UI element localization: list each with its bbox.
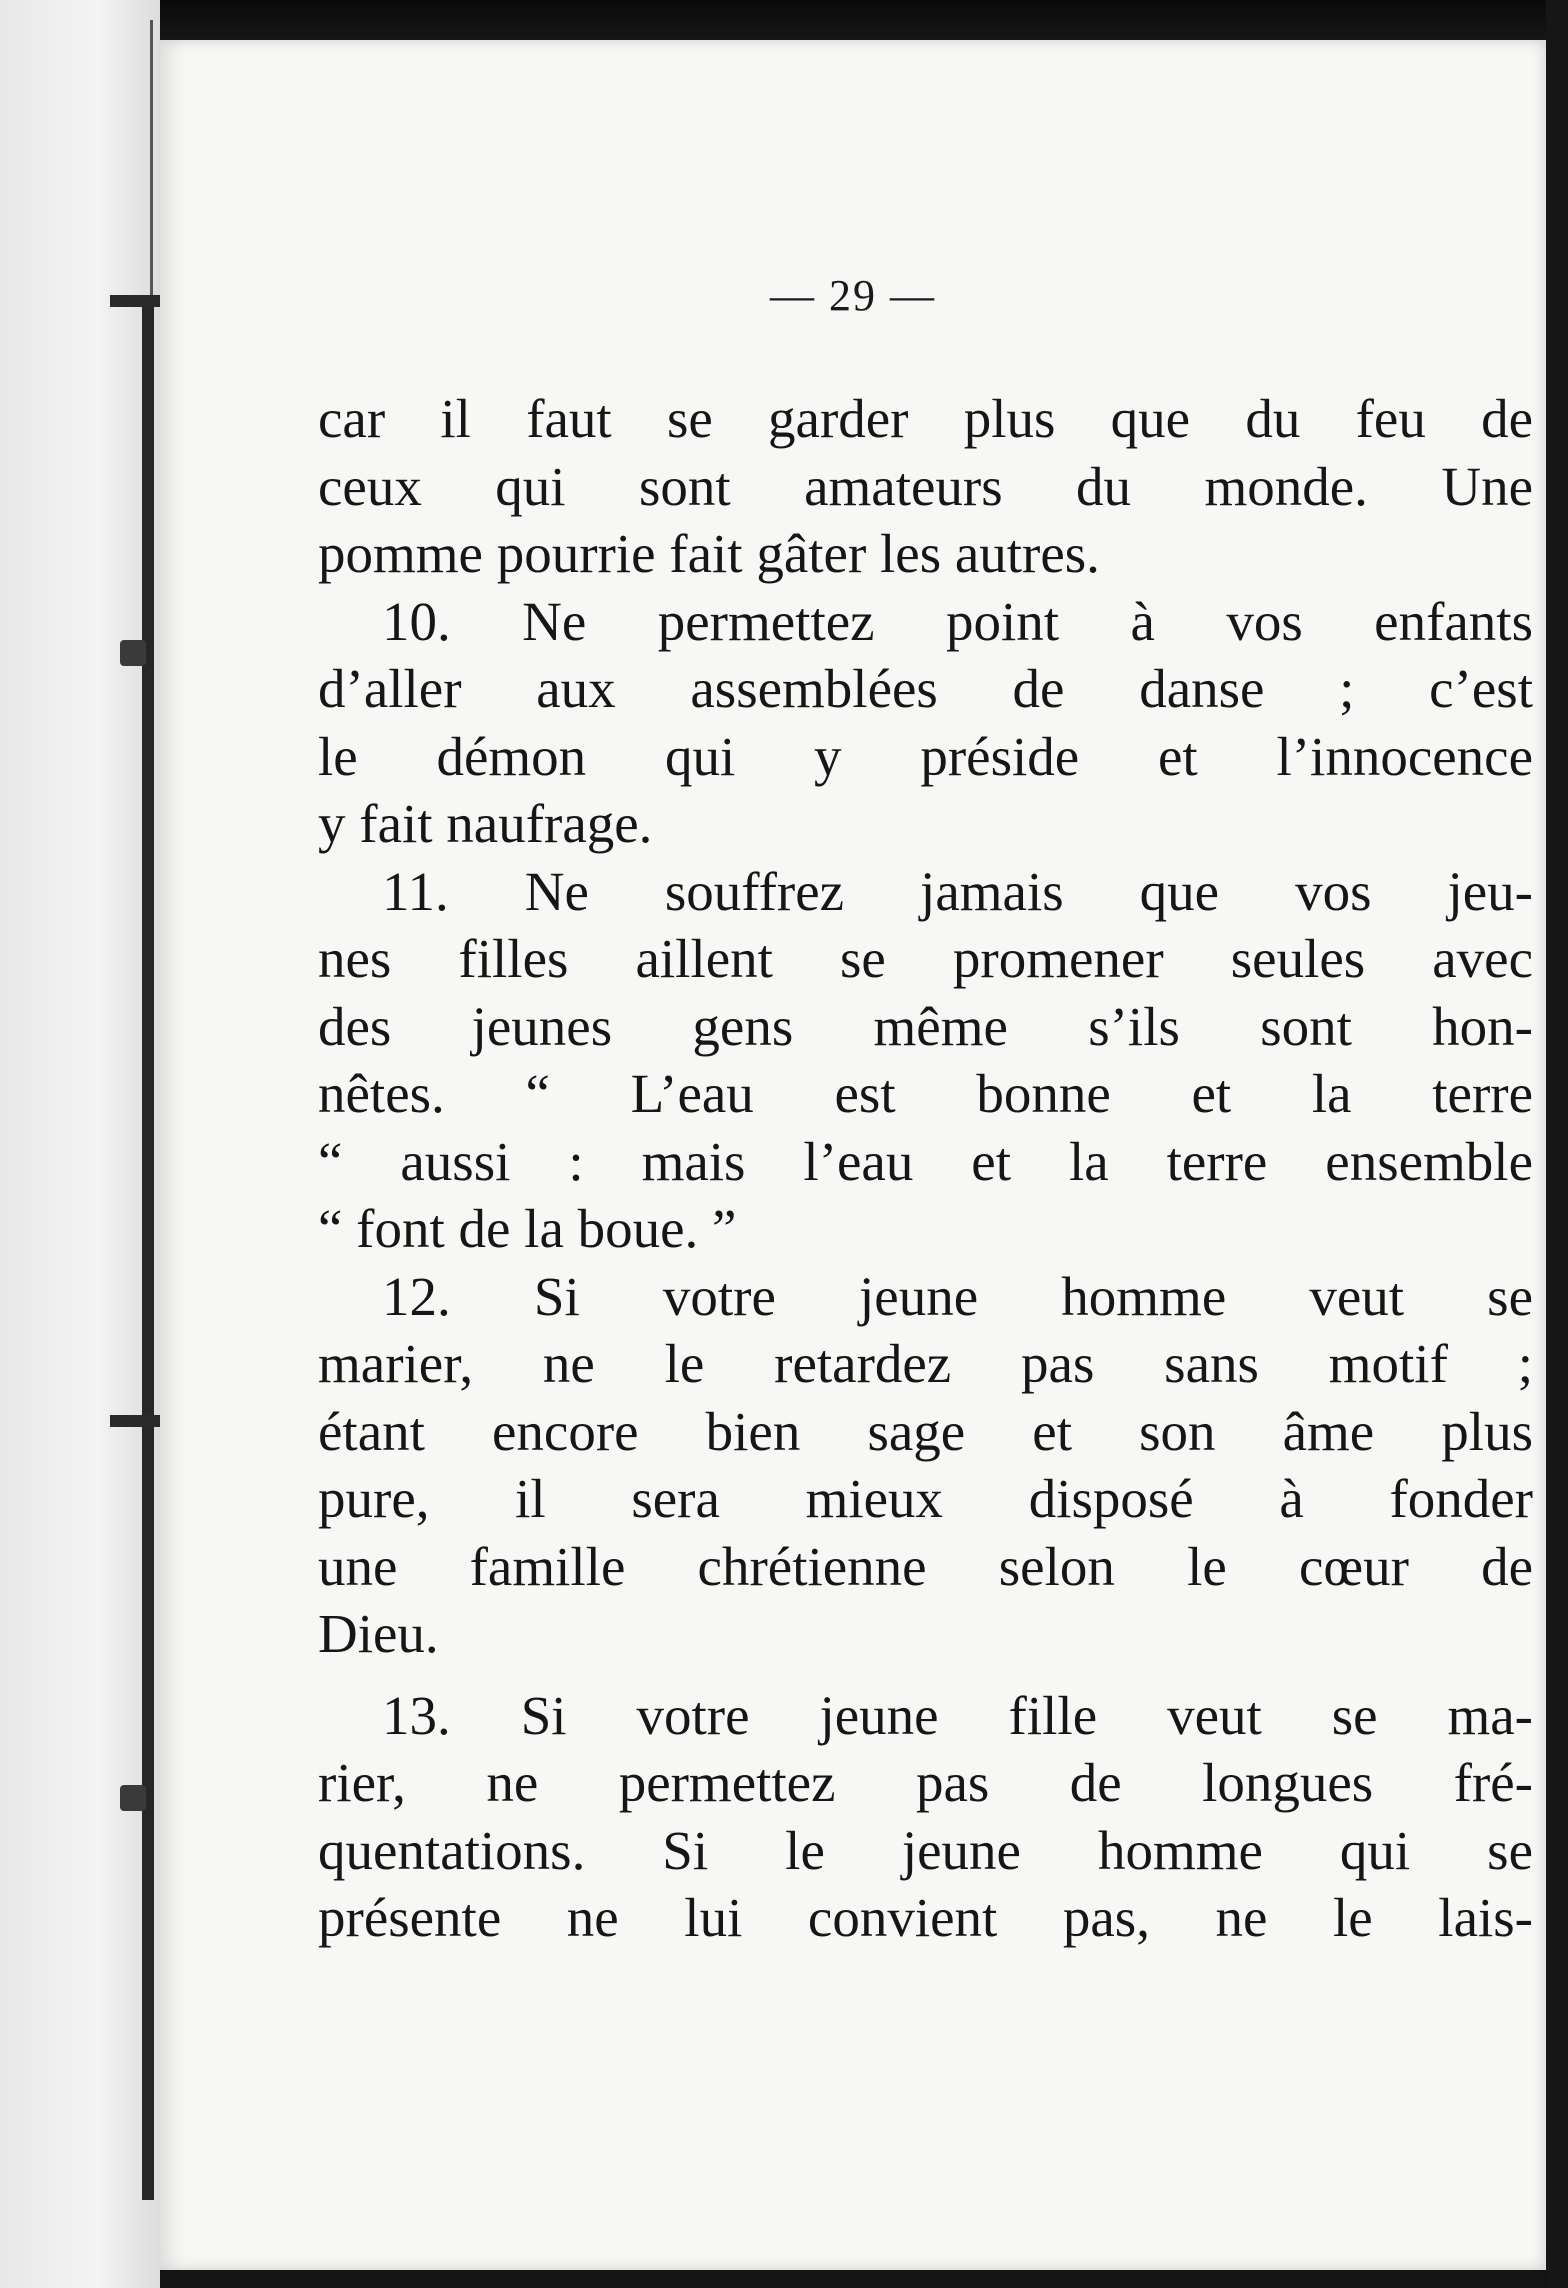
text-line: “ aussi : mais l’eau et la terre ensemble bbox=[318, 1130, 1533, 1192]
text-line: pomme pourrie fait gâter les autres. bbox=[318, 523, 1100, 584]
spine-thread bbox=[150, 20, 153, 300]
binding-stitch bbox=[110, 1415, 166, 1427]
text-line: 10. Ne permettez point à vos enfants bbox=[382, 590, 1533, 652]
text-line: rier, ne permettez pas de longues fré- bbox=[318, 1752, 1533, 1813]
text-line: étant encore bien sage et son âme plus bbox=[318, 1400, 1533, 1462]
text-line: 12. Si votre jeune homme veut se bbox=[382, 1265, 1533, 1327]
text-line: Dieu. bbox=[318, 1603, 439, 1664]
page-number: — 29 — bbox=[770, 271, 936, 320]
scan-right-edge bbox=[1546, 0, 1568, 2288]
text-line: présente ne lui convient pas, ne le lais- bbox=[318, 1887, 1533, 1948]
text-line: une famille chrétienne selon le cœur de bbox=[318, 1535, 1533, 1597]
text-line: 13. Si votre jeune fille veut se ma- bbox=[382, 1684, 1533, 1746]
binding-stitch bbox=[120, 640, 146, 666]
binding-stitch bbox=[110, 295, 166, 307]
text-line: nes filles aillent se promener seules avec bbox=[318, 928, 1533, 989]
book-spine bbox=[142, 300, 154, 2200]
text-line: car il faut se garder plus que du feu de bbox=[318, 388, 1533, 449]
text-line: 11. Ne souffrez jamais que vos jeu- bbox=[382, 860, 1533, 922]
text-line: nêtes. “ L’eau est bonne et la terre bbox=[318, 1063, 1533, 1124]
text-line: ceux qui sont amateurs du monde. Une bbox=[318, 455, 1533, 517]
page-text bbox=[318, 385, 1533, 1952]
binding-stitch bbox=[120, 1785, 146, 1811]
page-stack-edge bbox=[0, 0, 160, 2288]
text-line: y fait naufrage. bbox=[318, 793, 653, 854]
text-line: pure, il sera mieux disposé à fonder bbox=[318, 1468, 1533, 1529]
text-line: marier, ne le retardez pas sans motif ; bbox=[318, 1333, 1533, 1394]
text-line: le démon qui y préside et l’innocence bbox=[318, 725, 1533, 787]
text-line: d’aller aux assemblées de danse ; c’est bbox=[318, 658, 1533, 719]
text-line: “ font de la boue. ” bbox=[318, 1198, 737, 1259]
text-line: des jeunes gens même s’ils sont hon- bbox=[318, 995, 1533, 1057]
book-page bbox=[160, 40, 1546, 2270]
text-line: quentations. Si le jeune homme qui se bbox=[318, 1819, 1533, 1881]
